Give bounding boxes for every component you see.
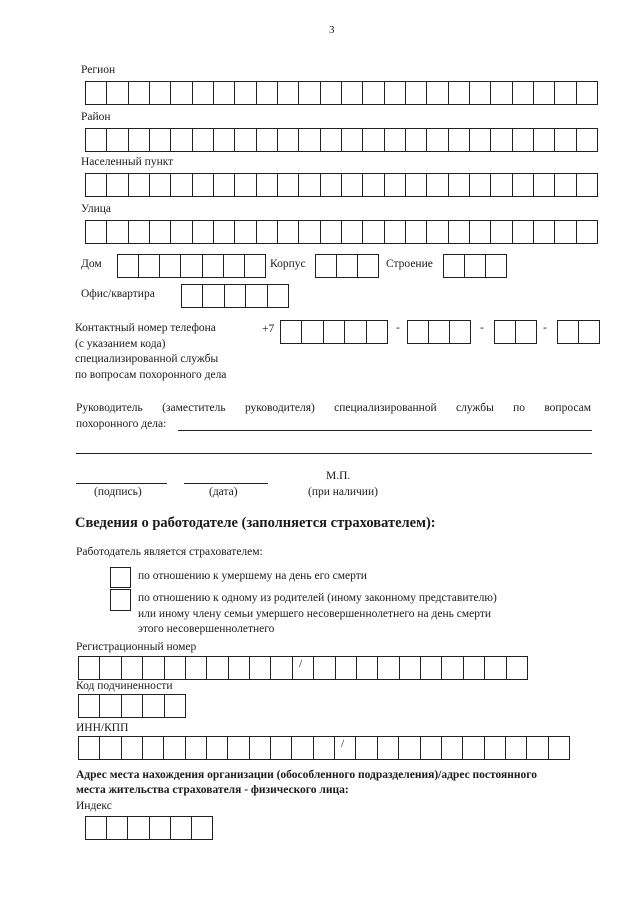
char-cell[interactable] (164, 695, 185, 717)
char-cell[interactable] (127, 817, 148, 839)
char-cell[interactable] (277, 221, 298, 243)
char-cell[interactable] (428, 321, 449, 343)
char-cell[interactable] (362, 221, 383, 243)
char-cell[interactable] (426, 129, 447, 151)
char-cell[interactable] (170, 221, 191, 243)
char-cell[interactable] (79, 695, 99, 717)
district-label: Район (81, 111, 111, 123)
char-cell[interactable] (270, 657, 291, 679)
char-cell[interactable] (357, 255, 378, 277)
reg-number-label: Регистрационный номер (76, 641, 197, 653)
char-cell[interactable] (444, 255, 464, 277)
char-cell[interactable] (277, 174, 298, 196)
char-cell[interactable] (463, 657, 484, 679)
char-cell[interactable] (533, 174, 554, 196)
char-cell[interactable] (377, 737, 398, 759)
char-cell[interactable] (384, 129, 405, 151)
char-cell[interactable] (224, 285, 245, 307)
char-cell[interactable] (86, 129, 106, 151)
char-cell[interactable] (298, 221, 319, 243)
char-cell[interactable] (505, 737, 526, 759)
char-cell[interactable] (86, 82, 106, 104)
char-cell[interactable] (99, 657, 120, 679)
char-cell[interactable] (149, 82, 170, 104)
char-cell[interactable] (576, 82, 597, 104)
char-cell[interactable] (512, 174, 533, 196)
char-cell[interactable] (554, 174, 575, 196)
char-cell[interactable] (526, 737, 547, 759)
char-cell[interactable] (234, 129, 255, 151)
char-cell[interactable] (506, 657, 527, 679)
char-cell[interactable] (448, 82, 469, 104)
building-label: Корпус (270, 258, 306, 270)
char-cell[interactable] (578, 321, 599, 343)
char-cell[interactable] (356, 657, 377, 679)
char-cell[interactable] (533, 82, 554, 104)
char-cell[interactable] (469, 221, 490, 243)
char-cell[interactable] (149, 817, 170, 839)
phone-label-line: специализированной службы (75, 353, 219, 365)
phone-label-line: по вопросам похоронного дела (75, 368, 227, 381)
region-label: Регион (81, 64, 116, 76)
char-cell[interactable] (490, 174, 511, 196)
char-cell[interactable] (405, 221, 426, 243)
char-cell[interactable] (192, 129, 213, 151)
option2-checkbox[interactable] (110, 589, 131, 611)
char-cell[interactable] (344, 321, 365, 343)
char-cell[interactable] (170, 82, 191, 104)
char-cell[interactable] (121, 657, 142, 679)
char-cell[interactable] (362, 174, 383, 196)
char-cell[interactable] (106, 817, 127, 839)
date-label: (дата) (209, 486, 238, 498)
char-cell[interactable] (213, 82, 234, 104)
char-cell[interactable] (408, 321, 428, 343)
inn-kpp-cells[interactable] (78, 736, 570, 760)
char-cell[interactable] (121, 737, 142, 759)
char-cell[interactable] (420, 737, 441, 759)
char-cell[interactable] (170, 129, 191, 151)
structure-cells[interactable] (443, 254, 507, 278)
index-label: Индекс (76, 800, 112, 812)
phone-dash: - (543, 322, 547, 334)
char-cell[interactable] (267, 285, 288, 307)
option1-label: по отношению к умершему на день его смерти (138, 570, 367, 582)
char-cell[interactable] (234, 174, 255, 196)
char-cell[interactable] (377, 657, 398, 679)
char-cell[interactable] (426, 82, 447, 104)
stamp-label: М.П. (326, 470, 351, 482)
char-cell[interactable] (399, 657, 420, 679)
char-cell[interactable] (398, 737, 419, 759)
phone-dash: - (396, 322, 400, 334)
char-cell[interactable] (291, 737, 312, 759)
char-cell[interactable] (149, 129, 170, 151)
char-cell[interactable] (223, 255, 244, 277)
char-cell[interactable] (234, 221, 255, 243)
char-cell[interactable] (485, 255, 506, 277)
char-cell[interactable] (227, 737, 248, 759)
char-cell[interactable] (149, 174, 170, 196)
char-cell[interactable] (206, 737, 227, 759)
char-cell[interactable] (323, 321, 344, 343)
char-cell[interactable] (355, 737, 376, 759)
char-cell[interactable] (202, 255, 223, 277)
head-line2: похоронного дела: (76, 418, 167, 430)
char-cell[interactable] (448, 221, 469, 243)
char-cell[interactable] (448, 129, 469, 151)
char-cell[interactable] (281, 321, 301, 343)
phone-label-line: (с указанием кода) (75, 337, 166, 350)
char-cell[interactable] (142, 695, 163, 717)
char-cell[interactable] (142, 657, 163, 679)
char-cell[interactable] (159, 255, 180, 277)
char-cell[interactable] (213, 221, 234, 243)
char-cell[interactable] (128, 174, 149, 196)
char-cell[interactable] (490, 129, 511, 151)
char-cell[interactable] (192, 221, 213, 243)
char-cell[interactable] (548, 737, 569, 759)
char-cell[interactable] (298, 82, 319, 104)
char-cell[interactable] (182, 285, 202, 307)
option2-label (138, 591, 497, 638)
structure-label: Строение (386, 258, 433, 270)
char-cell[interactable] (341, 129, 362, 151)
char-cell[interactable] (249, 657, 270, 679)
char-cell[interactable] (292, 657, 313, 679)
char-cell[interactable] (362, 129, 383, 151)
option2-label-line: этого несовершеннолетнего (138, 623, 275, 635)
locality-label: Населенный пункт (81, 156, 174, 168)
char-cell[interactable] (185, 657, 206, 679)
char-cell[interactable] (576, 174, 597, 196)
char-cell[interactable] (313, 657, 334, 679)
char-cell[interactable] (464, 255, 485, 277)
char-cell[interactable] (128, 221, 149, 243)
char-cell[interactable] (420, 657, 441, 679)
char-cell[interactable] (249, 737, 270, 759)
char-cell[interactable] (405, 174, 426, 196)
phone-label (75, 321, 226, 383)
char-cell[interactable] (128, 82, 149, 104)
char-cell[interactable] (234, 82, 255, 104)
char-cell[interactable] (515, 321, 536, 343)
char-cell[interactable] (86, 174, 106, 196)
char-cell[interactable] (441, 737, 462, 759)
head-line1: Руководитель (заместитель руководителя) специализированной службы по вопросам (76, 402, 591, 414)
street-cells[interactable] (85, 220, 598, 244)
char-cell[interactable] (576, 129, 597, 151)
phone-part3-cells[interactable] (557, 320, 600, 344)
char-cell[interactable] (106, 82, 127, 104)
char-cell[interactable] (245, 285, 266, 307)
char-cell[interactable] (86, 221, 106, 243)
phone-part1-cells[interactable] (407, 320, 471, 344)
char-cell[interactable] (384, 221, 405, 243)
char-cell[interactable] (228, 657, 249, 679)
option1-checkbox[interactable] (110, 567, 131, 588)
subordination-label: Код подчиненности (76, 680, 173, 692)
char-cell[interactable] (495, 321, 515, 343)
char-cell[interactable] (206, 657, 227, 679)
phone-code-cells[interactable] (280, 320, 388, 344)
char-cell[interactable] (170, 817, 191, 839)
char-cell[interactable] (405, 82, 426, 104)
phone-prefix: +7 (262, 323, 275, 335)
char-cell[interactable] (106, 174, 127, 196)
char-cell[interactable] (484, 657, 505, 679)
char-cell[interactable] (163, 737, 184, 759)
phone-part2-cells[interactable] (494, 320, 537, 344)
region-cells[interactable] (85, 81, 598, 105)
building-cells[interactable] (315, 254, 379, 278)
office-cells[interactable] (181, 284, 289, 308)
reg-number-cells[interactable] (78, 656, 528, 680)
char-cell[interactable] (320, 174, 341, 196)
office-label: Офис/квартира (81, 288, 155, 300)
char-cell[interactable] (79, 737, 99, 759)
char-cell[interactable] (164, 657, 185, 679)
char-cell[interactable] (449, 321, 470, 343)
char-cell[interactable] (149, 221, 170, 243)
option2-label-line: или иному члену семьи умершего несовершеннолетнего на день смерти (138, 607, 492, 620)
char-cell[interactable] (533, 129, 554, 151)
char-cell[interactable] (191, 817, 212, 839)
char-cell[interactable] (469, 174, 490, 196)
char-cell[interactable] (426, 221, 447, 243)
char-cell[interactable] (554, 129, 575, 151)
char-cell[interactable] (256, 221, 277, 243)
char-cell[interactable] (213, 129, 234, 151)
page-number: 3 (329, 24, 335, 36)
char-cell[interactable] (270, 737, 291, 759)
char-cell[interactable] (256, 82, 277, 104)
employer-heading: Сведения о работодателе (заполняется страхователем): (75, 515, 436, 531)
date-line[interactable] (184, 483, 268, 484)
head-name-line[interactable] (178, 430, 592, 431)
char-cell[interactable] (138, 255, 159, 277)
char-cell[interactable] (213, 174, 234, 196)
char-cell[interactable] (185, 737, 206, 759)
signature-label: (подпись) (94, 486, 142, 498)
char-cell[interactable] (335, 657, 356, 679)
inn-kpp-slash: / (341, 738, 345, 750)
char-cell[interactable] (192, 82, 213, 104)
char-cell[interactable] (462, 737, 483, 759)
char-cell[interactable] (469, 82, 490, 104)
char-cell[interactable] (298, 174, 319, 196)
char-cell[interactable] (320, 129, 341, 151)
head-name-line-2[interactable] (76, 453, 592, 454)
char-cell[interactable] (336, 255, 357, 277)
char-cell[interactable] (469, 129, 490, 151)
char-cell[interactable] (341, 82, 362, 104)
phone-label-line: Контактный номер телефона (75, 322, 216, 334)
char-cell[interactable] (426, 174, 447, 196)
char-cell[interactable] (180, 255, 201, 277)
street-label: Улица (81, 203, 111, 215)
char-cell[interactable] (118, 255, 138, 277)
char-cell[interactable] (490, 82, 511, 104)
char-cell[interactable] (558, 321, 578, 343)
char-cell[interactable] (405, 129, 426, 151)
char-cell[interactable] (99, 737, 120, 759)
signature-line[interactable] (76, 483, 167, 484)
char-cell[interactable] (256, 129, 277, 151)
char-cell[interactable] (341, 221, 362, 243)
char-cell[interactable] (277, 82, 298, 104)
index-cells[interactable] (85, 816, 213, 840)
locality-cells[interactable] (85, 173, 598, 197)
house-cells[interactable] (117, 254, 266, 278)
char-cell[interactable] (362, 82, 383, 104)
char-cell[interactable] (576, 221, 597, 243)
char-cell[interactable] (384, 174, 405, 196)
char-cell[interactable] (512, 82, 533, 104)
char-cell[interactable] (79, 657, 99, 679)
char-cell[interactable] (86, 817, 106, 839)
char-cell[interactable] (316, 255, 336, 277)
char-cell[interactable] (298, 129, 319, 151)
char-cell[interactable] (277, 129, 298, 151)
char-cell[interactable] (99, 695, 120, 717)
district-cells[interactable] (85, 128, 598, 152)
option2-label-line: по отношению к одному из родителей (иному законному представителю) (138, 592, 497, 604)
org-address-line1: Адрес места нахождения организации (обособленного подразделения)/адрес постоянного (76, 769, 537, 781)
char-cell[interactable] (384, 82, 405, 104)
char-cell[interactable] (106, 129, 127, 151)
char-cell[interactable] (320, 82, 341, 104)
char-cell[interactable] (301, 321, 322, 343)
reg-number-slash: / (299, 658, 303, 670)
char-cell[interactable] (142, 737, 163, 759)
stamp-note: (при наличии) (308, 486, 378, 498)
char-cell[interactable] (441, 657, 462, 679)
char-cell[interactable] (313, 737, 334, 759)
char-cell[interactable] (170, 174, 191, 196)
char-cell[interactable] (484, 737, 505, 759)
char-cell[interactable] (554, 82, 575, 104)
house-label: Дом (81, 258, 102, 270)
char-cell[interactable] (490, 221, 511, 243)
org-address-line2: места жительства страхователя - физического лица: (76, 784, 349, 796)
char-cell[interactable] (320, 221, 341, 243)
phone-dash: - (480, 322, 484, 334)
char-cell[interactable] (512, 221, 533, 243)
char-cell[interactable] (554, 221, 575, 243)
char-cell[interactable] (244, 255, 265, 277)
char-cell[interactable] (512, 129, 533, 151)
char-cell[interactable] (448, 174, 469, 196)
char-cell[interactable] (533, 221, 554, 243)
char-cell[interactable] (121, 695, 142, 717)
char-cell[interactable] (366, 321, 387, 343)
char-cell[interactable] (106, 221, 127, 243)
is-insurer-label: Работодатель является страхователем: (76, 546, 263, 558)
inn-kpp-label: ИНН/КПП (76, 722, 129, 734)
subordination-cells[interactable] (78, 694, 186, 718)
char-cell[interactable] (341, 174, 362, 196)
char-cell[interactable] (192, 174, 213, 196)
char-cell[interactable] (256, 174, 277, 196)
char-cell[interactable] (334, 737, 355, 759)
char-cell[interactable] (202, 285, 223, 307)
char-cell[interactable] (128, 129, 149, 151)
